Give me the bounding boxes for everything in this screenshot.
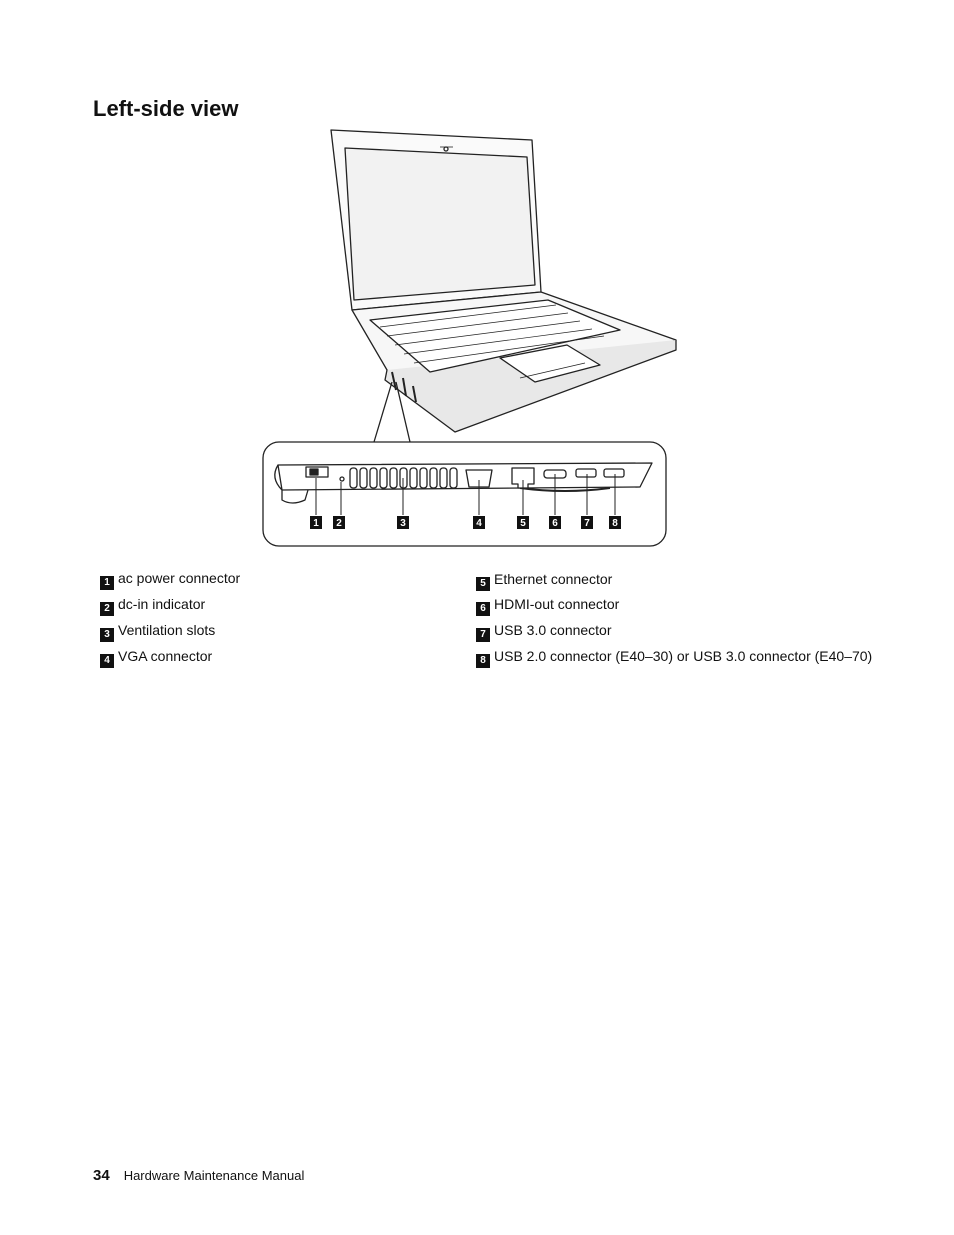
page-number: 34 xyxy=(93,1167,110,1184)
legend-badge: 7 xyxy=(476,628,490,642)
legend-badge: 8 xyxy=(476,654,490,668)
laptop-left-side-illustration xyxy=(0,0,954,560)
callout-6: 6 xyxy=(552,518,558,529)
callout-3: 3 xyxy=(400,518,406,529)
legend-item xyxy=(476,571,612,591)
legend-badge: 5 xyxy=(476,577,490,591)
legend-label: dc-in indicator xyxy=(118,596,206,612)
legend-item xyxy=(476,648,873,668)
legend-item xyxy=(100,622,215,642)
legend-item xyxy=(100,648,212,668)
legend-label: Ethernet connector xyxy=(494,571,613,587)
legend-label: VGA connector xyxy=(118,648,213,664)
legend-label: HDMI-out connector xyxy=(494,596,620,612)
callout-5: 5 xyxy=(520,518,526,529)
legend-label: USB 2.0 connector (E40–30) or USB 3.0 connector (E40–70) xyxy=(494,648,873,664)
legend-badge: 1 xyxy=(100,576,114,590)
callout-2: 2 xyxy=(336,518,342,529)
callout-1: 1 xyxy=(313,518,319,529)
page-footer xyxy=(93,1167,304,1184)
callout-8: 8 xyxy=(612,518,618,529)
legend-item xyxy=(476,622,612,642)
legend-label: USB 3.0 connector xyxy=(494,622,612,638)
laptop-screen xyxy=(345,148,535,300)
page-title: Left-side view xyxy=(93,96,239,121)
legend-badge: 2 xyxy=(100,602,114,616)
legend-badge: 3 xyxy=(100,628,114,642)
legend-item xyxy=(100,570,240,590)
legend-item xyxy=(100,596,205,616)
legend-badge: 6 xyxy=(476,602,490,616)
manual-title: Hardware Maintenance Manual xyxy=(123,1168,305,1183)
legend-label: ac power connector xyxy=(118,570,241,586)
callout-4: 4 xyxy=(476,518,482,529)
legend-badge: 4 xyxy=(100,654,114,668)
legend-item xyxy=(476,596,619,616)
legend-label: Ventilation slots xyxy=(118,622,216,638)
callout-7: 7 xyxy=(584,518,590,529)
callout-box xyxy=(263,442,666,546)
